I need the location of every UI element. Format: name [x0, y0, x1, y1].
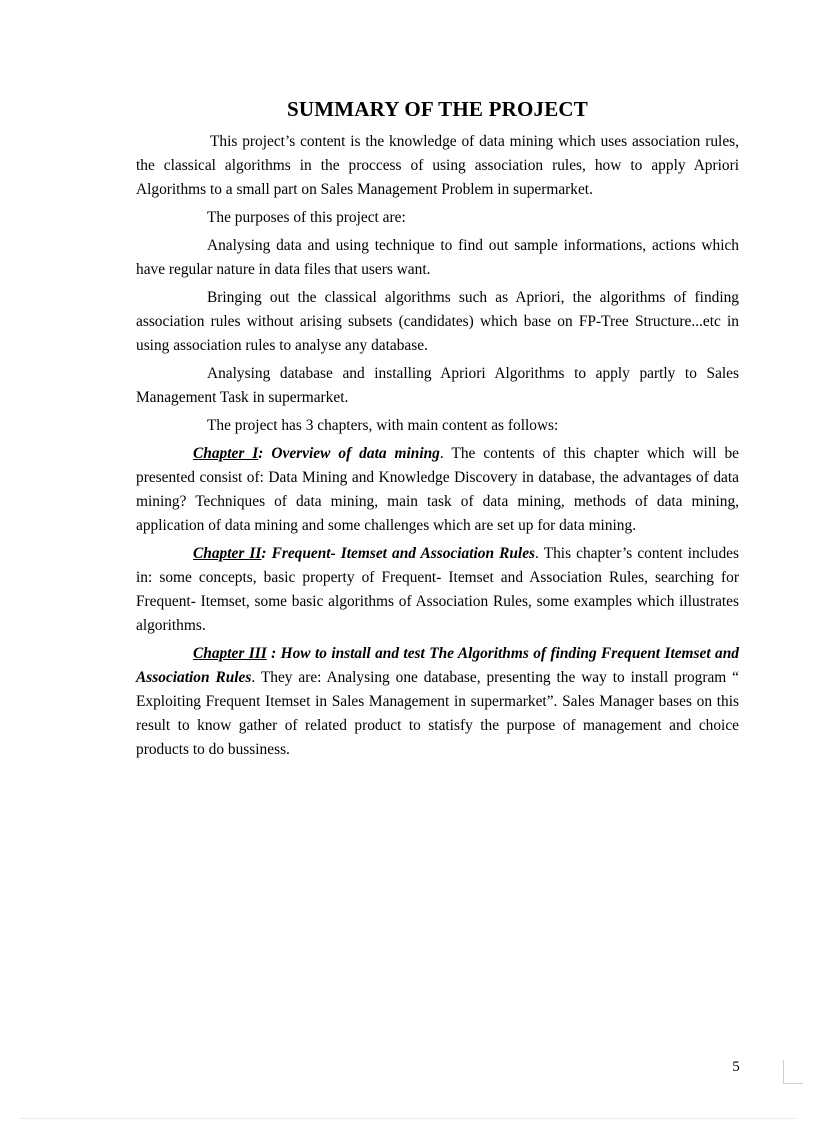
chapter-1-paragraph [136, 442, 739, 538]
chapter-2-title: : Frequent- Itemset and Association Rules [261, 545, 536, 562]
chapter-1-label: Chapter I [193, 445, 259, 462]
purposes-heading-paragraph: The purposes of this project are: [207, 209, 406, 226]
chapter-2-body: . This chapter’s content includes in: some concepts, basic property of Frequent- Itemset and Association Rules, searching for Frequent- Itemset, some basic algorithms of Association Rules, some examples which illustrates algorithms. [136, 545, 739, 634]
chapter-1-body: . The contents of this chapter which will be presented consist of: Data Mining and Knowledge Discovery in database, the advantages of data mining? Techniques of data mining, main task of data mining, methods of data mining, application of data mining and some challenges which are set up for data mining. [136, 445, 739, 534]
page-content [136, 92, 739, 766]
purpose-paragraph-apriori: Analysing database and installing Apriori Algorithms to apply partly to Sales Management Task in supermarket. [136, 365, 739, 406]
page-title: SUMMARY OF THE PROJECT [287, 97, 588, 121]
chapter-1-title: : Overview of data mining [258, 445, 440, 462]
chapters-intro-paragraph: The project has 3 chapters, with main content as follows: [207, 417, 559, 434]
chapter-2-paragraph [136, 542, 739, 638]
intro-paragraph: This project’s content is the knowledge of data mining which uses association rules, the classical algorithms in the proccess of using association rules, how to apply Apriori Algorithms to a small part on Sales Management Problem in supermarket. [136, 133, 739, 198]
page-bottom-border [20, 1118, 796, 1119]
purpose-paragraph-algorithms: Bringing out the classical algorithms such as Apriori, the algorithms of finding association rules without arising subsets (candidates) which base on FP-Tree Structure...etc in using association rules to analyse any database. [136, 289, 739, 354]
chapter-3-paragraph [136, 642, 739, 762]
corner-mark-horizontal [783, 1083, 803, 1084]
page-number: 5 [732, 1059, 740, 1075]
chapter-2-label: Chapter II [193, 545, 262, 562]
corner-mark-vertical [783, 1060, 784, 1084]
chapter-3-body: . They are: Analysing one database, presenting the way to install program “ Exploiting Frequent Itemset in Sales Management in supermarket”. Sales Manager bases on this result to know gather of related product to statisfy the purpose of management and choice products to do bussiness. [136, 669, 739, 758]
chapter-3-title: : How to install and test The Algorithms of finding Frequent Itemset and Association Rules [136, 645, 739, 686]
chapter-3-label: Chapter III [193, 645, 267, 662]
purpose-paragraph-analysing-data: Analysing data and using technique to find out sample informations, actions which have regular nature in data files that users want. [136, 237, 739, 278]
